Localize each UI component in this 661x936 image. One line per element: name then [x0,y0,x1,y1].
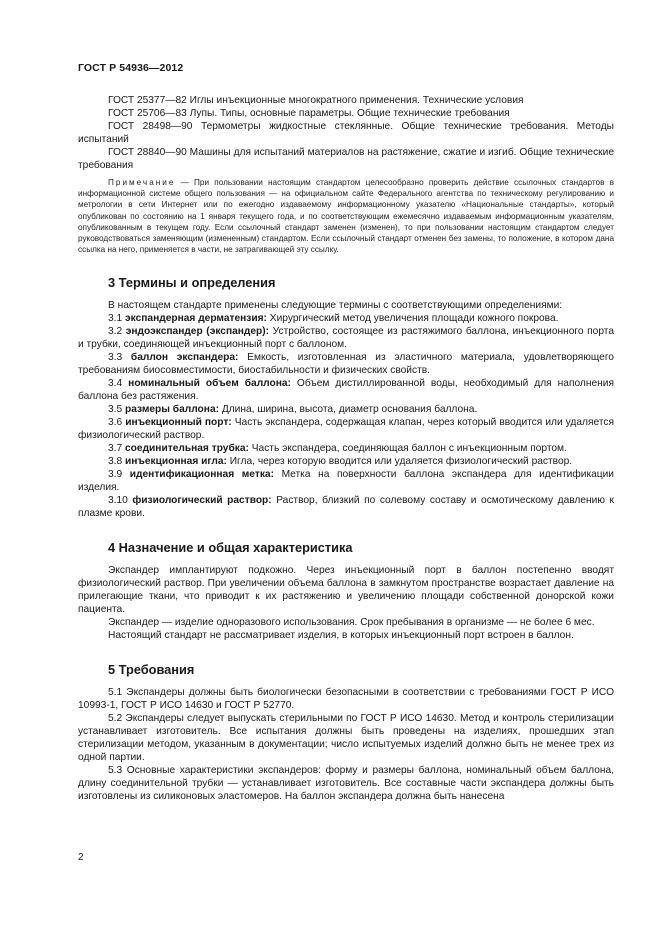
term-definition: Длина, ширина, высота, диаметр основания баллона. [219,404,478,416]
section-5-title: 5 Требования [108,662,195,678]
term-name: идентификационная метка: [129,469,274,481]
section-5-paragraph: 5.3 Основные характеристики экспандеров: форму и размеры баллона, номинальный объем баллона, длину соединительной трубки — устанавливает изготовитель. Все составные части экспандера должны быть изготовлены из силиконовых эластомеров. На баллон экспандера должна быть нанесена [78,765,614,803]
term-name: баллон экспандера: [130,352,239,364]
term-item: 3.9 идентификационная метка: Метка на поверхности баллона экспандера для идентификации изделия. [78,469,615,494]
term-definition: Раствор, близкий по солевому составу и осмотическому давлению к плазме крови. [78,495,614,520]
term-name: соединительная трубка: [125,443,249,455]
section-4-title: 4 Назначение и общая характеристика [108,540,353,556]
term-name: физиологический раствор: [132,495,272,507]
section-4-paragraph: Экспандер имплантируют подкожно. Через инъекционный порт в баллон постепенно вводят физиологический раствор. При увеличении объема баллона в замкнутом пространстве возрастает давление на прилегающие ткани, что приводит к их растяжению и увеличению площади собственной донорской кожи пациента. [78,565,614,616]
section-5-paragraph: 5.1 Экспандеры должны быть биологически безопасными в соответствии с требованиями ГОСТ Р ИСО 10993-1, ГОСТ Р ИСО 14630 и ГОСТ Р 52770. [78,687,614,712]
term-item: 3.8 инъекционная игла: Игла, через которую вводится или удаляется физиологический раствор. [108,456,573,468]
term-name: номинальный объем баллона: [128,378,291,390]
page-number: 2 [78,852,84,863]
term-definition: Часть экспандера, соединяющая баллон с инъекционным портом. [248,443,567,455]
page-content [78,94,614,803]
section-4-paragraph: Экспандер — изделие одноразового использования. Срок пребывания в организме — не более 6 мес. [108,617,595,629]
term-item: 3.2 эндоэкспандер (экспандер): Устройство, состоящее из растяжимого баллона, инъекционного порта и трубки, соединяющей инъекционный порт с баллоном. [78,326,614,351]
term-definition: Устройство, состоящее из растяжимого баллона, инъекционного порта и трубки, соединяющей инъекционный порт с баллоном. [78,326,614,351]
term-name: размеры баллона: [125,404,219,416]
reference-item: ГОСТ 25377—82 Иглы инъекционные многократного применения. Технические условия [108,95,524,106]
page-header: ГОСТ Р 54936—2012 [78,62,184,74]
section-4-paragraph: Настоящий стандарт не рассматривает изделия, в которых инъекционный порт встроен в баллон. [108,630,574,642]
term-name: эндоэкспандер (экспандер): [125,326,270,338]
term-definition: Хирургический метод увеличения площади кожного покрова. [266,313,559,325]
term-name: инъекционная игла: [125,456,227,468]
term-name: инъекционный порт: [125,417,232,429]
term-definition: Метка на поверхности баллона экспандера для идентификации изделия. [78,469,615,494]
reference-item: ГОСТ 28840—90 Машины для испытаний материалов на растяжение, сжатие и изгиб. Общие технические требования [78,147,614,171]
reference-item: ГОСТ 28498—90 Термометры жидкостные стеклянные. Общие технические требования. Методы испытаний [78,121,614,145]
section-3-title: 3 Термины и определения [108,275,276,291]
term-item: 3.7 соединительная трубка: Часть экспандера, соединяющая баллон с инъекционным портом. [108,443,567,455]
term-definition: Объем дистиллированной воды, необходимый для наполнения баллона без растяжения. [78,378,614,403]
term-item: 3.5 размеры баллона: Длина, ширина, высота, диаметр основания баллона. [108,404,478,416]
term-item: 3.1 экспандерная дерматензия: Хирургический метод увеличения площади кожного покрова. [108,313,559,325]
note-text: — При пользовании настоящим стандартом целесообразно проверить действие ссылочных стандартов в информационной системе общего пользования — на официальном сайте Федерального агентства по техническому регулированию и метрологии в сети Интернет или по ежегодно издаваемому информационному указателю «Национальные стандарты», который опубликован по состоянию на 1 января текущего года, и по соответствующим ежемесячно издаваемым информационным указателям, опубликованным в текущем году. Если ссылочный стандарт заменен (изменен), то при пользовании настоящим стандартом следует руководствоваться заменяющим (измененным) стандартом. Если ссылочный стандарт отменен без замены, то положение, в котором дана ссылка на него, применяется в части, не затрагивающей эту ссылку. [78,178,614,255]
term-definition: Игла, через которую вводится или удаляется физиологический раствор. [226,456,573,468]
reference-item: ГОСТ 25706—83 Лупы. Типы, основные параметры. Общие технические требования [108,108,510,119]
term-name: экспандерная дерматензия: [125,313,267,325]
term-definition: Часть экспандера, содержащая клапан, через который вводится или удаляется физиологический раствор. [78,417,614,442]
term-item: 3.4 номинальный объем баллона: Объем дистиллированной воды, необходимый для наполнения баллона без растяжения. [78,378,614,403]
note-paragraph [78,177,614,255]
term-item: 3.6 инъекционный порт: Часть экспандера, содержащая клапан, через который вводится или удаляется физиологический раствор. [78,417,614,442]
term-definition: Емкость, изготовленная из эластичного материала, удовлетворяющего требованиям биосовместимости, биостабильности и физических свойств. [78,352,614,377]
term-item: 3.10 физиологический раствор: Раствор, близкий по солевому составу и осмотическому давлению к плазме крови. [78,495,614,520]
section-5-paragraph: 5.2 Экспандеры следует выпускать стерильными по ГОСТ Р ИСО 14630. Метод и контроль стерилизации устанавливает изготовитель. Все испытания должны быть проведены на изделиях, прошедших этап стерилизации методом, указанным в документации; число испытуемых изделий должно быть не менее трех из одной партии. [78,713,614,764]
section-3-intro: В настоящем стандарте применены следующие термины с соответствующими определениями: [108,300,563,312]
term-item: 3.3 баллон экспандера: Емкость, изготовленная из эластичного материала, удовлетворяющего требованиям биосовместимости, биостабильности и физических свойств. [78,352,614,377]
note-label: Примечание [108,178,176,187]
